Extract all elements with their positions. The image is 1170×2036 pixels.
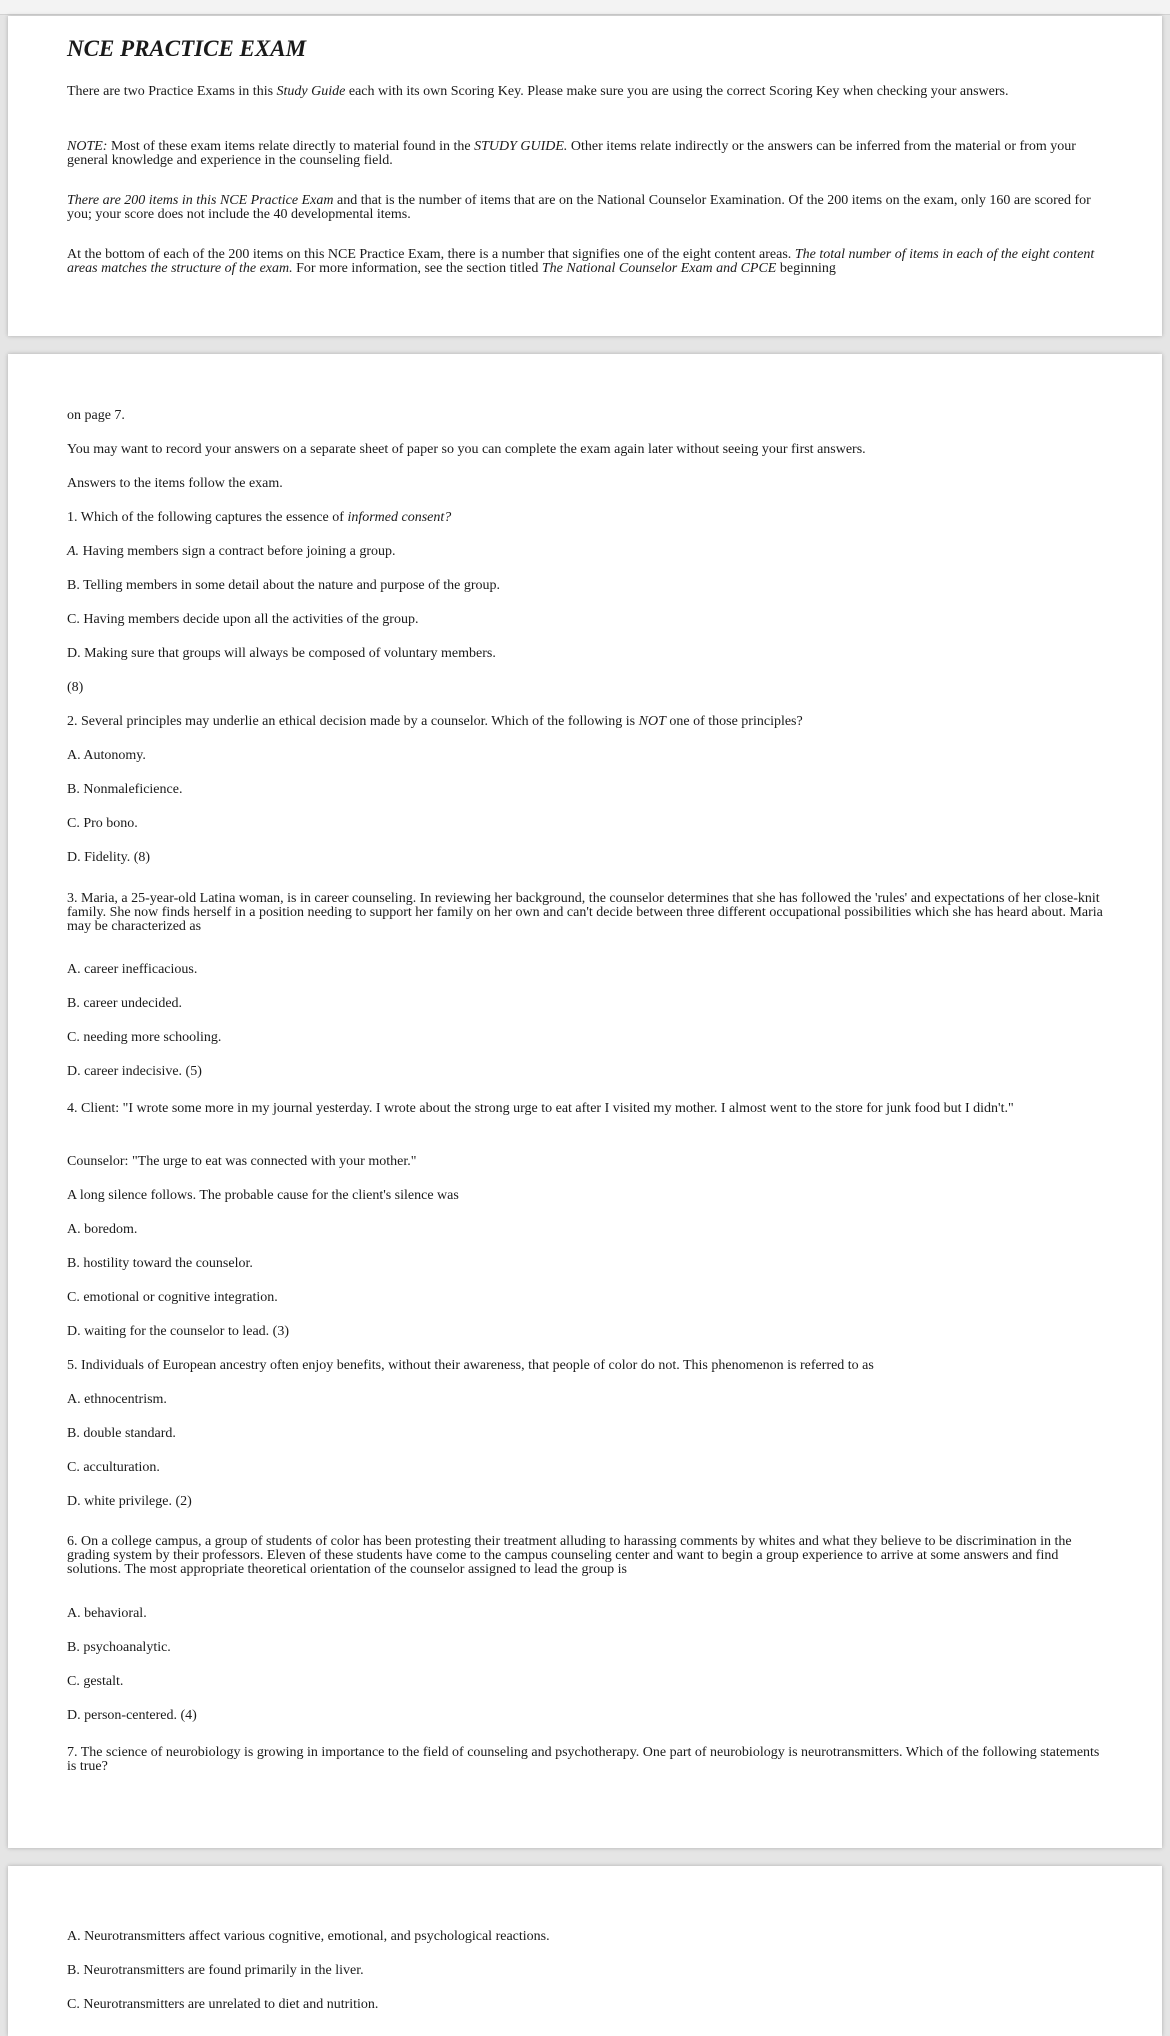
paragraph-two-exams — [67, 85, 1112, 99]
text-span-italic: NOT — [638, 714, 666, 729]
viewer-top-bar — [0, 0, 1170, 15]
question-1-option-b: B. Telling members in some detail about the nature and purpose of the group. — [67, 578, 501, 593]
question-4-option-b: B. hostility toward the counselor. — [67, 1256, 253, 1271]
question-7-option-b: B. Neurotransmitters are found primarily in the liver. — [67, 1963, 364, 1978]
question-5-option-d: D. white privilege. (2) — [67, 1494, 192, 1509]
question-3-option-c: C. needing more schooling. — [67, 1030, 222, 1045]
text-span-italic: informed consent? — [347, 510, 452, 525]
text-span: At the bottom of each of the 200 items on this NCE Practice Exam, there is a number that signifies one of the eight content areas. — [67, 247, 795, 262]
question-2-option-a: A. Autonomy. — [67, 748, 146, 763]
question-5-option-a: A. ethnocentrism. — [67, 1392, 167, 1407]
paragraph-200-items — [67, 194, 1112, 222]
question-4: 4. Client: "I wrote some more in my journal yesterday. I wrote about the strong urge to eat after I visited my mother. I almost went to the store for junk food but I didn't." — [67, 1101, 1014, 1116]
question-6-option-b: B. psychoanalytic. — [67, 1640, 171, 1655]
document-page-1 — [8, 16, 1162, 336]
question-1 — [67, 511, 1112, 525]
text-span: There are two Practice Exams in this — [67, 84, 277, 99]
question-4-option-d: D. waiting for the counselor to lead. (3) — [67, 1324, 289, 1339]
question-2-option-b: B. Nonmaleficience. — [67, 782, 183, 797]
question-7: 7. The science of neurobiology is growing in importance to the field of counseling and psychotherapy. One part of neurobiology is neurotransmitters. Which of the following statements is true? — [67, 1745, 1100, 1774]
question-1-option-a — [67, 545, 1112, 559]
question-5-option-b: B. double standard. — [67, 1426, 176, 1441]
question-2-option-c: C. Pro bono. — [67, 816, 138, 831]
paragraph-note — [67, 140, 1112, 168]
question-3: 3. Maria, a 25-year-old Latina woman, is in career counseling. In reviewing her background, the counselor determines that she has followed the 'rules' and expectations of her close-knit family. She now finds herself in a position needing to support her family on her own and can't decide between three different occupational possibilities which she has heard about. Maria may be characterized as — [67, 891, 1103, 934]
line-answers-follow: Answers to the items follow the exam. — [67, 476, 283, 491]
text-span-italic: The total number of items in each of the eight content areas matches the structure of the exam. — [67, 247, 1095, 276]
text-span: Other items relate indirectly or the answers can be inferred from the material or from your general knowledge and experience in the counseling field. — [67, 139, 1076, 168]
line-record-answers: You may want to record your answers on a separate sheet of paper so you can complete the exam again later without seeing your first answers. — [67, 442, 866, 457]
page-title: NCE PRACTICE EXAM — [67, 36, 307, 61]
text-span: each with its own Scoring Key. Please make sure you are using the correct Scoring Key when checking your answers. — [345, 84, 1009, 99]
question-2-option-d: D. Fidelity. (8) — [67, 850, 151, 865]
question-1-content-area: (8) — [67, 680, 84, 695]
text-span-italic: STUDY GUIDE. — [474, 139, 568, 154]
question-6-option-a: A. behavioral. — [67, 1606, 147, 1621]
question-4-stem: A long silence follows. The probable cause for the client's silence was — [67, 1188, 459, 1203]
question-4-option-a: A. boredom. — [67, 1222, 138, 1237]
text-span-italic: Study Guide — [276, 84, 346, 99]
line-on-page-7: on page 7. — [67, 408, 125, 423]
question-3-option-d: D. career indecisive. (5) — [67, 1064, 202, 1079]
question-2 — [67, 715, 1112, 729]
paragraph-content-areas — [67, 248, 1112, 276]
question-5: 5. Individuals of European ancestry often enjoy benefits, without their awareness, that people of color do not. This phenomenon is referred to as — [67, 1358, 874, 1373]
text-span: beginning — [776, 261, 836, 276]
question-3-option-b: B. career undecided. — [67, 996, 183, 1011]
option-letter: A. — [67, 544, 80, 559]
question-7-option-c: C. Neurotransmitters are unrelated to diet and nutrition. — [67, 1997, 379, 2012]
text-span: Most of these exam items relate directly to material found in the — [107, 139, 475, 154]
text-span-italic: NOTE: — [67, 139, 108, 154]
text-span: 1. Which of the following captures the essence of — [67, 510, 348, 525]
text-span: Having members sign a contract before joining a group. — [79, 544, 396, 559]
document-page-2 — [8, 354, 1162, 1848]
question-4-counselor: Counselor: "The urge to eat was connected with your mother." — [67, 1154, 417, 1169]
text-span: and that is the number of items that are on the National Counselor Examination. Of the 200 items on the exam, only 160 are scored for you; your score does not include the 40 developmental items. — [67, 193, 1091, 222]
question-4-option-c: C. emotional or cognitive integration. — [67, 1290, 278, 1305]
question-1-option-d: D. Making sure that groups will always be composed of voluntary members. — [67, 646, 496, 661]
question-6-option-d: D. person-centered. (4) — [67, 1708, 197, 1723]
text-span: one of those principles? — [665, 714, 803, 729]
question-5-option-c: C. acculturation. — [67, 1460, 160, 1475]
question-6: 6. On a college campus, a group of students of color has been protesting their treatment alluding to harassing comments by whites and what they believe to be discrimination in the grading system by their professors. Eleven of these students have come to the campus counseling center and want to begin a group experience to arrive at some answers and find solutions. The most appropriate theoretical orientation of the counselor assigned to lead the group is — [67, 1534, 1072, 1577]
text-span: For more information, see the section titled — [292, 261, 542, 276]
text-span-italic: The National Counselor Exam and CPCE — [541, 261, 777, 276]
document-page-3 — [8, 1866, 1162, 2036]
text-span: 2. Several principles may underlie an ethical decision made by a counselor. Which of the following is — [67, 714, 639, 729]
question-3-option-a: A. career inefficacious. — [67, 962, 198, 977]
text-span-italic: There are 200 items in this NCE Practice Exam — [67, 193, 334, 208]
question-6-option-c: C. gestalt. — [67, 1674, 124, 1689]
question-1-option-c: C. Having members decide upon all the activities of the group. — [67, 612, 419, 627]
question-7-option-a: A. Neurotransmitters affect various cognitive, emotional, and psychological reactions. — [67, 1929, 550, 1944]
